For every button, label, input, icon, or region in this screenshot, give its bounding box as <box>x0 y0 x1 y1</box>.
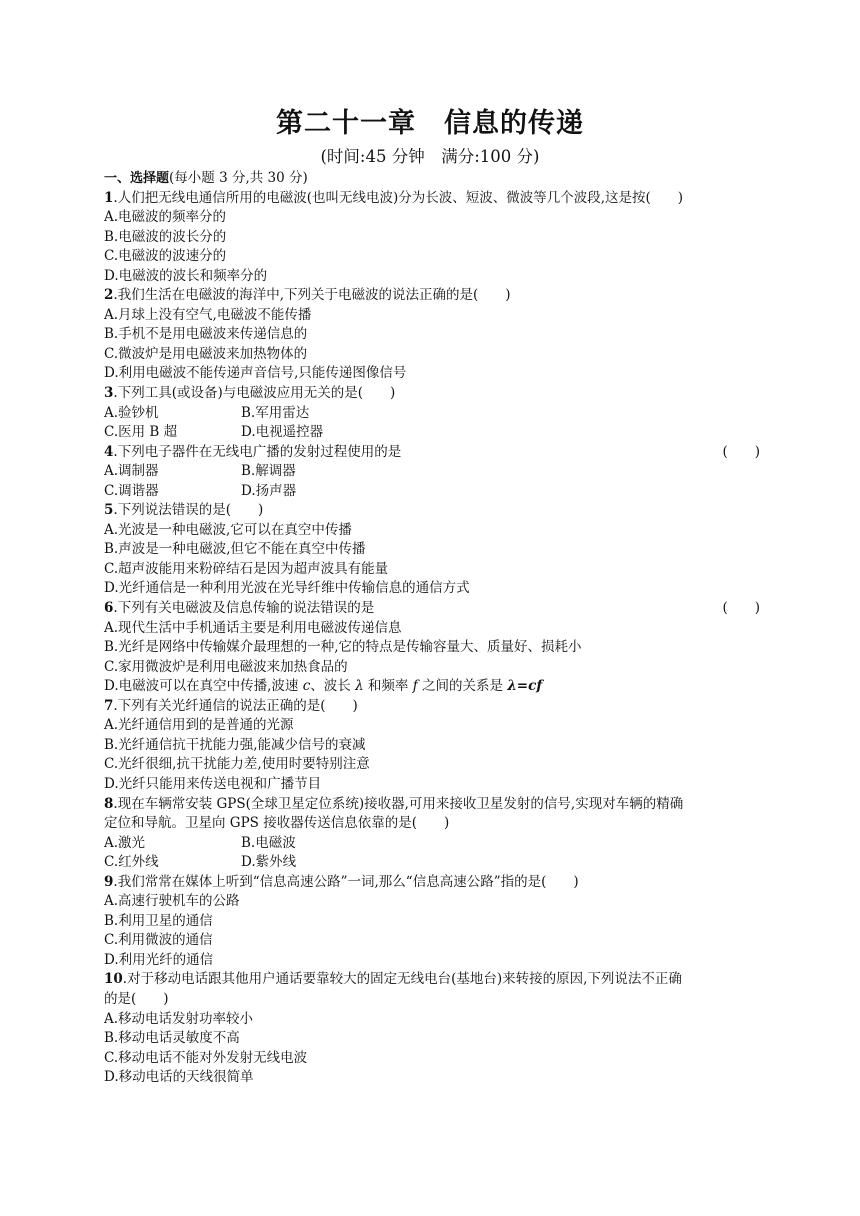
question-text: .下列有关电磁波及信息传输的说法错误的是 <box>113 600 375 617</box>
answer-bracket: ( ) <box>722 443 760 460</box>
option-d-text: 、波长 <box>310 678 356 695</box>
option-d: D.紫外线 <box>241 854 297 871</box>
option-a: A.验钞机 <box>104 404 159 421</box>
option-b: B.光纤是网络中传输媒介最理想的一种,它的特点是传输容量大、质量好、损耗小 <box>104 639 582 656</box>
option-a: A.光纤通信用到的是普通的光源 <box>104 717 294 734</box>
option-a: A.调制器 <box>104 463 159 480</box>
symbol-lambda: λ <box>355 678 364 695</box>
option-d-text: 之间的关系是 <box>417 678 508 695</box>
option-b: B.军用雷达 <box>241 404 310 421</box>
question-number: 1 <box>104 189 114 206</box>
symbol-f: f <box>412 678 418 695</box>
option-d: D.电视遥控器 <box>241 424 324 441</box>
question-number: 2 <box>104 287 114 304</box>
question-number: 5 <box>104 502 114 519</box>
question-number: 3 <box>104 385 114 402</box>
option-c: C.微波炉是用电磁波来加热物体的 <box>104 345 308 362</box>
option-d: D.光纤通信是一种利用光波在光导纤维中传输信息的通信方式 <box>104 580 470 597</box>
option-d: D.电磁波的波长和频率分的 <box>104 267 268 284</box>
option-row <box>104 853 760 873</box>
option-b: B.解调器 <box>241 463 296 480</box>
question-6-stem <box>104 599 760 619</box>
question-text: .下列说法错误的是( ) <box>113 502 264 519</box>
question-text: .对于移动电话跟其他用户通话要靠较大的固定无线电台(基地台)来转接的原因,下列说法不正确 <box>122 971 682 988</box>
option-d: D.移动电话的天线很简单 <box>104 1069 254 1086</box>
question-5-stem <box>104 501 760 521</box>
question-7-stem <box>104 697 760 717</box>
question-number: 6 <box>104 600 114 617</box>
question-text: .下列电子器件在无线电广播的发射过程使用的是 <box>113 443 402 460</box>
option-d <box>104 677 760 697</box>
option-a: A.高速行驶机车的公路 <box>104 893 240 910</box>
option-a: A.现代生活中手机通话主要是利用电磁波传递信息 <box>104 619 402 636</box>
question-text: .我们常常在媒体上听到“信息高速公路”一词,那么“信息高速公路”指的是( ) <box>113 873 579 890</box>
section-heading <box>104 169 760 189</box>
option-row <box>104 423 760 443</box>
option-c: C.红外线 <box>104 854 159 871</box>
option-c: C.调谐器 <box>104 482 159 499</box>
question-text: .下列有关光纤通信的说法正确的是( ) <box>113 697 358 714</box>
option-c: C.家用微波炉是利用电磁波来加热食品的 <box>104 658 348 675</box>
symbol-c: c <box>302 678 311 695</box>
question-8-stem <box>104 795 760 815</box>
formula: λ=cf <box>507 678 543 695</box>
question-10-stem <box>104 970 760 990</box>
option-c: C.利用微波的通信 <box>104 932 213 949</box>
question-number: 8 <box>104 795 114 812</box>
option-c: C.超声波能用来粉碎结石是因为超声波具有能量 <box>104 560 389 577</box>
option-d: D.利用光纤的通信 <box>104 951 214 968</box>
question-text: .我们生活在电磁波的海洋中,下列关于电磁波的说法正确的是( ) <box>113 287 511 304</box>
question-3-stem <box>104 384 760 404</box>
question-text: .下列工具(或设备)与电磁波应用无关的是( ) <box>113 385 396 402</box>
section-title: 一、选择题 <box>104 171 170 186</box>
option-c: C.医用 B 超 <box>104 424 178 441</box>
option-c: C.光纤很细,抗干扰能力差,使用时要特别注意 <box>104 756 370 773</box>
option-a: A.月球上没有空气,电磁波不能传播 <box>104 306 312 323</box>
option-b: B.电磁波的波长分的 <box>104 228 227 245</box>
answer-bracket: ( ) <box>722 600 760 617</box>
option-b: B.移动电话灵敏度不高 <box>104 1030 240 1047</box>
option-row <box>104 482 760 502</box>
question-2-stem <box>104 286 760 306</box>
question-number: 7 <box>104 697 114 714</box>
option-a: A.电磁波的频率分的 <box>104 209 227 226</box>
option-d: D.光纤只能用来传送电视和广播节目 <box>104 775 322 792</box>
option-b: B.声波是一种电磁波,但它不能在真空中传播 <box>104 541 366 558</box>
section-note: (每小题 3 分,共 30 分) <box>169 170 308 186</box>
option-row <box>104 462 760 482</box>
question-list <box>104 169 760 1088</box>
question-4-stem <box>104 443 760 463</box>
option-a: A.光波是一种电磁波,它可以在真空中传播 <box>104 521 352 538</box>
option-a: A.移动电话发射功率较小 <box>104 1010 254 1027</box>
question-number: 9 <box>104 873 114 890</box>
option-b: B.电磁波 <box>241 834 296 851</box>
question-number: 4 <box>104 443 114 460</box>
question-text: .现在车辆常安装 GPS(全球卫星定位系统)接收器,可用来接收卫星发射的信号,实现对车辆的精确 <box>113 795 684 812</box>
option-b: B.利用卫星的通信 <box>104 912 213 929</box>
question-10-stem-cont: 的是( ) <box>104 990 169 1007</box>
question-8-stem-cont: 定位和导航。卫星向 GPS 接收器传送信息依靠的是( ) <box>104 815 450 832</box>
option-d-text: 和频率 <box>363 678 413 695</box>
option-c: C.移动电话不能对外发射无线电波 <box>104 1049 308 1066</box>
option-row <box>104 834 760 854</box>
option-d-text: D.电磁波可以在真空中传播,波速 <box>104 678 303 695</box>
option-d: D.利用电磁波不能传递声音信号,只能传递图像信号 <box>104 365 407 382</box>
question-9-stem <box>104 873 760 893</box>
option-d: D.扬声器 <box>241 482 297 499</box>
page-subtitle: (时间:45 分钟 满分:100 分) <box>320 147 540 166</box>
option-a: A.激光 <box>104 834 146 851</box>
question-number: 10 <box>104 971 123 988</box>
page-title: 第二十一章 信息的传递 <box>276 108 584 139</box>
question-text: .人们把无线电通信所用的电磁波(也叫无线电波)分为长波、短波、微波等几个波段,这是按( ) <box>113 189 684 206</box>
option-b: B.手机不是用电磁波来传递信息的 <box>104 326 308 343</box>
option-c: C.电磁波的波速分的 <box>104 248 227 265</box>
option-row <box>104 404 760 424</box>
question-1-stem <box>104 189 760 209</box>
option-b: B.光纤通信抗干扰能力强,能减少信号的衰减 <box>104 736 366 753</box>
